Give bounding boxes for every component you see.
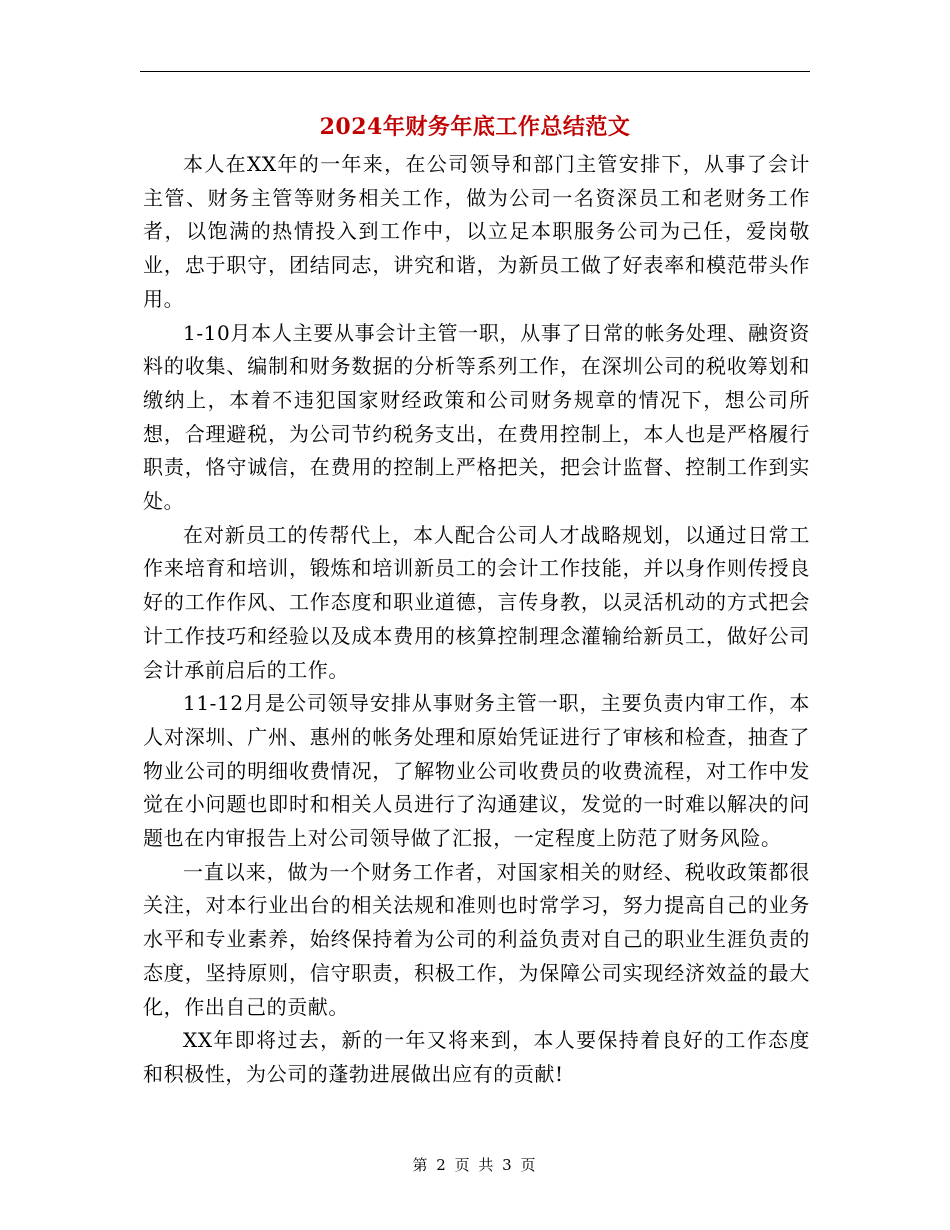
document-body — [143, 148, 810, 1092]
paragraph-intro: 本人在XX年的一年来，在公司领导和部门主管安排下，从事了会计主管、财务主管等财务相关工作，做为公司一名资深员工和老财务工作者，以饱满的热情投入到工作中，以立足本职服务公司为己任，爱岗敬业，忠于职守，团结同志，讲究和谐，为新员工做了好表率和模范带头作用。 — [143, 152, 810, 311]
paragraph-new-staff: 在对新员工的传帮代上，本人配合公司人才战略规划，以通过日常工作来培育和培训，锻炼和培训新员工的会计工作技能，并以身作则传授良好的工作作风、工作态度和职业道德，言传身教，以灵活机动的方式把会计工作技巧和经验以及成本费用的核算控制理念灌输给新员工，做好公司会计承前启后的工作。 — [143, 522, 810, 682]
document-title: 2024年财务年底工作总结范文 — [319, 114, 631, 140]
paragraph-policy: 一直以来，做为一个财务工作者，对国家相关的财经、税收政策都很关注，对本行业出台的相关法规和准则也时常学习，努力提高自己的业务水平和专业素养，始终保持着为公司的利益负责对自己的职业生涯负责的态度，坚持原则，信守职责，积极工作，为保障公司实现经济效益的最大化，作出自己的贡献。 — [143, 859, 810, 1019]
paragraph-jan-oct: 1-10月本人主要从事会计主管一职，从事了日常的帐务处理、融资资料的收集、编制和财务数据的分析等系列工作，在深圳公司的税收筹划和缴纳上，本着不违犯国家财经政策和公司财务规章的情况下，想公司所想，合理避税，为公司节约税务支出，在费用控制上，本人也是严格履行职责，恪守诚信，在费用的控制上严格把关，把会计监督、控制工作到实处。 — [143, 320, 810, 514]
header-rule — [140, 71, 810, 72]
paragraph-outlook: XX年即将过去，新的一年又将来到，本人要保持着良好的工作态度和积极性，为公司的蓬勃进展做出应有的贡献! — [143, 1028, 810, 1086]
page-number-footer: 第 2 页 共 3 页 — [412, 1156, 538, 1174]
paragraph-nov-dec: 11-12月是公司领导安排从事财务主管一职，主要负责内审工作，本人对深圳、广州、惠州的帐务处理和原始凭证进行了审核和检查，抽查了物业公司的明细收费情况，了解物业公司收费员的收费流程，对工作中发觉在小问题也即时和相关人员进行了沟通建议，发觉的一时难以解决的问题也在内审报告上对公司领导做了汇报，一定程度上防范了财务风险。 — [143, 691, 810, 851]
